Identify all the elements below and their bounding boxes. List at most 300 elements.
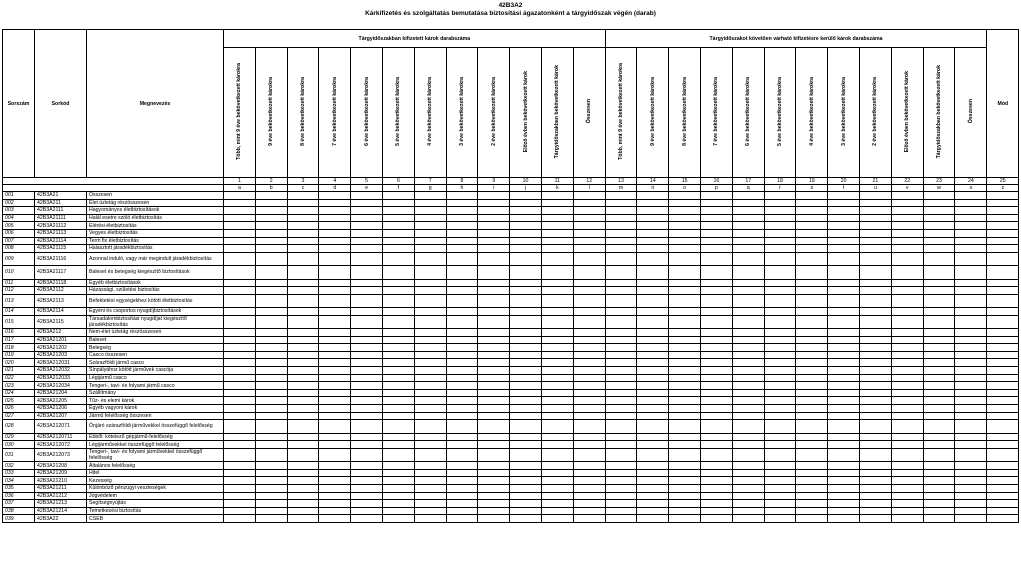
data-cell[interactable] — [701, 344, 733, 352]
data-cell[interactable] — [955, 229, 987, 237]
data-cell[interactable] — [319, 344, 351, 352]
data-cell[interactable] — [701, 245, 733, 253]
data-cell[interactable] — [351, 336, 383, 344]
data-cell[interactable] — [860, 515, 892, 523]
data-cell[interactable] — [510, 477, 542, 485]
data-cell[interactable] — [573, 308, 605, 316]
data-cell[interactable] — [669, 245, 701, 253]
data-cell[interactable] — [764, 469, 796, 477]
data-cell[interactable] — [605, 252, 637, 265]
data-cell[interactable] — [637, 229, 669, 237]
data-cell[interactable] — [382, 374, 414, 382]
data-cell[interactable] — [605, 214, 637, 222]
data-cell[interactable] — [287, 420, 319, 433]
data-cell[interactable] — [669, 507, 701, 515]
data-cell[interactable] — [287, 500, 319, 508]
data-cell[interactable] — [541, 397, 573, 405]
data-cell[interactable] — [637, 336, 669, 344]
data-cell[interactable] — [605, 433, 637, 441]
data-cell[interactable] — [923, 367, 955, 375]
data-cell[interactable] — [764, 245, 796, 253]
data-cell[interactable] — [446, 214, 478, 222]
data-cell[interactable] — [796, 308, 828, 316]
data-cell[interactable] — [701, 315, 733, 328]
data-cell[interactable] — [923, 199, 955, 207]
data-cell[interactable] — [828, 448, 860, 461]
data-cell[interactable] — [605, 469, 637, 477]
data-cell[interactable] — [923, 389, 955, 397]
data-cell[interactable] — [764, 266, 796, 279]
data-cell[interactable] — [255, 420, 287, 433]
data-cell[interactable] — [255, 462, 287, 470]
data-cell[interactable] — [637, 329, 669, 337]
data-cell[interactable] — [414, 405, 446, 413]
data-cell[interactable] — [796, 485, 828, 493]
data-cell[interactable] — [605, 294, 637, 307]
data-cell[interactable] — [510, 412, 542, 420]
data-cell[interactable] — [860, 448, 892, 461]
data-cell[interactable] — [510, 397, 542, 405]
data-cell[interactable] — [414, 199, 446, 207]
data-cell[interactable] — [382, 351, 414, 359]
data-cell[interactable] — [923, 492, 955, 500]
data-cell[interactable] — [891, 237, 923, 245]
data-cell[interactable] — [478, 367, 510, 375]
data-cell[interactable] — [287, 492, 319, 500]
data-cell[interactable] — [446, 192, 478, 200]
data-cell[interactable] — [414, 266, 446, 279]
data-cell[interactable] — [573, 266, 605, 279]
data-cell[interactable] — [319, 420, 351, 433]
data-cell[interactable] — [955, 515, 987, 523]
data-cell[interactable] — [637, 405, 669, 413]
data-cell[interactable] — [255, 441, 287, 449]
data-cell[interactable] — [510, 389, 542, 397]
data-cell[interactable] — [446, 329, 478, 337]
data-cell[interactable] — [605, 199, 637, 207]
data-cell[interactable] — [605, 351, 637, 359]
data-cell[interactable] — [287, 222, 319, 230]
data-cell[interactable] — [987, 329, 1019, 337]
data-cell[interactable] — [828, 515, 860, 523]
data-cell[interactable] — [382, 382, 414, 390]
data-cell[interactable] — [224, 359, 256, 367]
data-cell[interactable] — [541, 382, 573, 390]
data-cell[interactable] — [891, 389, 923, 397]
data-cell[interactable] — [541, 229, 573, 237]
data-cell[interactable] — [732, 315, 764, 328]
data-cell[interactable] — [828, 492, 860, 500]
data-cell[interactable] — [796, 222, 828, 230]
data-cell[interactable] — [541, 214, 573, 222]
data-cell[interactable] — [224, 287, 256, 295]
data-cell[interactable] — [255, 507, 287, 515]
data-cell[interactable] — [987, 279, 1019, 287]
data-cell[interactable] — [541, 448, 573, 461]
data-cell[interactable] — [541, 412, 573, 420]
data-cell[interactable] — [510, 448, 542, 461]
data-cell[interactable] — [828, 344, 860, 352]
data-cell[interactable] — [414, 192, 446, 200]
data-cell[interactable] — [510, 207, 542, 215]
data-cell[interactable] — [637, 245, 669, 253]
data-cell[interactable] — [478, 315, 510, 328]
data-cell[interactable] — [637, 420, 669, 433]
data-cell[interactable] — [319, 287, 351, 295]
data-cell[interactable] — [414, 315, 446, 328]
data-cell[interactable] — [732, 469, 764, 477]
data-cell[interactable] — [605, 359, 637, 367]
data-cell[interactable] — [955, 462, 987, 470]
data-cell[interactable] — [701, 374, 733, 382]
data-cell[interactable] — [319, 389, 351, 397]
data-cell[interactable] — [478, 507, 510, 515]
data-cell[interactable] — [764, 207, 796, 215]
data-cell[interactable] — [923, 192, 955, 200]
data-cell[interactable] — [351, 359, 383, 367]
data-cell[interactable] — [701, 448, 733, 461]
data-cell[interactable] — [891, 329, 923, 337]
data-cell[interactable] — [382, 207, 414, 215]
data-cell[interactable] — [510, 367, 542, 375]
data-cell[interactable] — [446, 389, 478, 397]
data-cell[interactable] — [764, 433, 796, 441]
data-cell[interactable] — [955, 374, 987, 382]
data-cell[interactable] — [382, 214, 414, 222]
data-cell[interactable] — [637, 507, 669, 515]
data-cell[interactable] — [955, 266, 987, 279]
data-cell[interactable] — [637, 412, 669, 420]
data-cell[interactable] — [732, 329, 764, 337]
data-cell[interactable] — [891, 266, 923, 279]
data-cell[interactable] — [224, 237, 256, 245]
data-cell[interactable] — [987, 500, 1019, 508]
data-cell[interactable] — [541, 192, 573, 200]
data-cell[interactable] — [796, 359, 828, 367]
data-cell[interactable] — [701, 441, 733, 449]
data-cell[interactable] — [828, 507, 860, 515]
data-cell[interactable] — [573, 192, 605, 200]
data-cell[interactable] — [351, 515, 383, 523]
data-cell[interactable] — [605, 279, 637, 287]
data-cell[interactable] — [923, 515, 955, 523]
data-cell[interactable] — [637, 266, 669, 279]
data-cell[interactable] — [478, 222, 510, 230]
data-cell[interactable] — [319, 336, 351, 344]
data-cell[interactable] — [446, 279, 478, 287]
data-cell[interactable] — [955, 207, 987, 215]
data-cell[interactable] — [796, 462, 828, 470]
data-cell[interactable] — [382, 492, 414, 500]
data-cell[interactable] — [860, 462, 892, 470]
data-cell[interactable] — [446, 252, 478, 265]
data-cell[interactable] — [796, 405, 828, 413]
data-cell[interactable] — [319, 214, 351, 222]
data-cell[interactable] — [478, 245, 510, 253]
data-cell[interactable] — [573, 294, 605, 307]
data-cell[interactable] — [255, 485, 287, 493]
data-cell[interactable] — [351, 492, 383, 500]
data-cell[interactable] — [732, 279, 764, 287]
data-cell[interactable] — [573, 412, 605, 420]
data-cell[interactable] — [414, 412, 446, 420]
data-cell[interactable] — [828, 245, 860, 253]
data-cell[interactable] — [605, 420, 637, 433]
data-cell[interactable] — [669, 229, 701, 237]
data-cell[interactable] — [573, 507, 605, 515]
data-cell[interactable] — [764, 294, 796, 307]
data-cell[interactable] — [955, 245, 987, 253]
data-cell[interactable] — [891, 308, 923, 316]
data-cell[interactable] — [701, 462, 733, 470]
data-cell[interactable] — [923, 315, 955, 328]
data-cell[interactable] — [923, 433, 955, 441]
data-cell[interactable] — [828, 397, 860, 405]
data-cell[interactable] — [732, 367, 764, 375]
data-cell[interactable] — [414, 515, 446, 523]
data-cell[interactable] — [478, 229, 510, 237]
data-cell[interactable] — [319, 382, 351, 390]
data-cell[interactable] — [891, 344, 923, 352]
data-cell[interactable] — [860, 344, 892, 352]
data-cell[interactable] — [923, 252, 955, 265]
data-cell[interactable] — [510, 507, 542, 515]
data-cell[interactable] — [446, 412, 478, 420]
data-cell[interactable] — [669, 462, 701, 470]
data-cell[interactable] — [732, 308, 764, 316]
data-cell[interactable] — [382, 389, 414, 397]
data-cell[interactable] — [605, 237, 637, 245]
data-cell[interactable] — [860, 351, 892, 359]
data-cell[interactable] — [669, 279, 701, 287]
data-cell[interactable] — [446, 485, 478, 493]
data-cell[interactable] — [573, 245, 605, 253]
data-cell[interactable] — [732, 229, 764, 237]
data-cell[interactable] — [351, 229, 383, 237]
data-cell[interactable] — [573, 500, 605, 508]
data-cell[interactable] — [637, 397, 669, 405]
data-cell[interactable] — [573, 315, 605, 328]
data-cell[interactable] — [446, 397, 478, 405]
data-cell[interactable] — [255, 433, 287, 441]
data-cell[interactable] — [732, 412, 764, 420]
data-cell[interactable] — [732, 222, 764, 230]
data-cell[interactable] — [828, 359, 860, 367]
data-cell[interactable] — [382, 485, 414, 493]
data-cell[interactable] — [414, 500, 446, 508]
data-cell[interactable] — [287, 207, 319, 215]
data-cell[interactable] — [414, 462, 446, 470]
data-cell[interactable] — [382, 448, 414, 461]
data-cell[interactable] — [319, 397, 351, 405]
data-cell[interactable] — [573, 252, 605, 265]
data-cell[interactable] — [987, 237, 1019, 245]
data-cell[interactable] — [828, 237, 860, 245]
data-cell[interactable] — [351, 199, 383, 207]
data-cell[interactable] — [224, 507, 256, 515]
data-cell[interactable] — [255, 329, 287, 337]
data-cell[interactable] — [510, 199, 542, 207]
data-cell[interactable] — [224, 245, 256, 253]
data-cell[interactable] — [319, 441, 351, 449]
data-cell[interactable] — [382, 252, 414, 265]
data-cell[interactable] — [637, 515, 669, 523]
data-cell[interactable] — [669, 448, 701, 461]
data-cell[interactable] — [732, 294, 764, 307]
data-cell[interactable] — [319, 359, 351, 367]
data-cell[interactable] — [573, 477, 605, 485]
data-cell[interactable] — [541, 485, 573, 493]
data-cell[interactable] — [637, 448, 669, 461]
data-cell[interactable] — [319, 492, 351, 500]
data-cell[interactable] — [224, 279, 256, 287]
data-cell[interactable] — [764, 214, 796, 222]
data-cell[interactable] — [891, 359, 923, 367]
data-cell[interactable] — [255, 412, 287, 420]
data-cell[interactable] — [573, 492, 605, 500]
data-cell[interactable] — [510, 214, 542, 222]
data-cell[interactable] — [446, 382, 478, 390]
data-cell[interactable] — [860, 214, 892, 222]
data-cell[interactable] — [255, 397, 287, 405]
data-cell[interactable] — [669, 237, 701, 245]
data-cell[interactable] — [605, 287, 637, 295]
data-cell[interactable] — [732, 374, 764, 382]
data-cell[interactable] — [319, 500, 351, 508]
data-cell[interactable] — [351, 462, 383, 470]
data-cell[interactable] — [446, 477, 478, 485]
data-cell[interactable] — [573, 287, 605, 295]
data-cell[interactable] — [510, 433, 542, 441]
data-cell[interactable] — [796, 412, 828, 420]
data-cell[interactable] — [955, 389, 987, 397]
data-cell[interactable] — [796, 367, 828, 375]
data-cell[interactable] — [732, 359, 764, 367]
data-cell[interactable] — [764, 367, 796, 375]
data-cell[interactable] — [923, 420, 955, 433]
data-cell[interactable] — [478, 469, 510, 477]
data-cell[interactable] — [478, 420, 510, 433]
data-cell[interactable] — [414, 389, 446, 397]
data-cell[interactable] — [319, 315, 351, 328]
data-cell[interactable] — [955, 507, 987, 515]
data-cell[interactable] — [573, 367, 605, 375]
data-cell[interactable] — [414, 279, 446, 287]
data-cell[interactable] — [796, 469, 828, 477]
data-cell[interactable] — [955, 252, 987, 265]
data-cell[interactable] — [382, 500, 414, 508]
data-cell[interactable] — [701, 412, 733, 420]
data-cell[interactable] — [732, 252, 764, 265]
data-cell[interactable] — [541, 199, 573, 207]
data-cell[interactable] — [923, 477, 955, 485]
data-cell[interactable] — [319, 405, 351, 413]
data-cell[interactable] — [224, 207, 256, 215]
data-cell[interactable] — [287, 412, 319, 420]
data-cell[interactable] — [382, 420, 414, 433]
data-cell[interactable] — [255, 199, 287, 207]
data-cell[interactable] — [224, 382, 256, 390]
data-cell[interactable] — [796, 279, 828, 287]
data-cell[interactable] — [224, 448, 256, 461]
data-cell[interactable] — [414, 329, 446, 337]
data-cell[interactable] — [669, 485, 701, 493]
data-cell[interactable] — [955, 359, 987, 367]
data-cell[interactable] — [446, 374, 478, 382]
data-cell[interactable] — [414, 507, 446, 515]
data-cell[interactable] — [414, 441, 446, 449]
data-cell[interactable] — [382, 279, 414, 287]
data-cell[interactable] — [955, 329, 987, 337]
data-cell[interactable] — [669, 336, 701, 344]
data-cell[interactable] — [351, 279, 383, 287]
data-cell[interactable] — [478, 397, 510, 405]
data-cell[interactable] — [987, 359, 1019, 367]
data-cell[interactable] — [287, 245, 319, 253]
data-cell[interactable] — [478, 199, 510, 207]
data-cell[interactable] — [287, 359, 319, 367]
data-cell[interactable] — [287, 441, 319, 449]
data-cell[interactable] — [987, 477, 1019, 485]
data-cell[interactable] — [669, 192, 701, 200]
data-cell[interactable] — [255, 351, 287, 359]
data-cell[interactable] — [987, 336, 1019, 344]
data-cell[interactable] — [637, 308, 669, 316]
data-cell[interactable] — [701, 192, 733, 200]
data-cell[interactable] — [510, 382, 542, 390]
data-cell[interactable] — [828, 477, 860, 485]
data-cell[interactable] — [923, 294, 955, 307]
data-cell[interactable] — [891, 294, 923, 307]
data-cell[interactable] — [828, 382, 860, 390]
data-cell[interactable] — [796, 229, 828, 237]
data-cell[interactable] — [732, 336, 764, 344]
data-cell[interactable] — [351, 214, 383, 222]
data-cell[interactable] — [764, 192, 796, 200]
data-cell[interactable] — [319, 329, 351, 337]
data-cell[interactable] — [891, 367, 923, 375]
data-cell[interactable] — [541, 266, 573, 279]
data-cell[interactable] — [510, 329, 542, 337]
data-cell[interactable] — [923, 405, 955, 413]
data-cell[interactable] — [701, 389, 733, 397]
data-cell[interactable] — [701, 492, 733, 500]
data-cell[interactable] — [351, 374, 383, 382]
data-cell[interactable] — [669, 315, 701, 328]
data-cell[interactable] — [382, 315, 414, 328]
data-cell[interactable] — [414, 336, 446, 344]
data-cell[interactable] — [605, 389, 637, 397]
data-cell[interactable] — [605, 374, 637, 382]
data-cell[interactable] — [351, 367, 383, 375]
data-cell[interactable] — [764, 315, 796, 328]
data-cell[interactable] — [287, 336, 319, 344]
data-cell[interactable] — [732, 405, 764, 413]
data-cell[interactable] — [541, 294, 573, 307]
data-cell[interactable] — [923, 374, 955, 382]
data-cell[interactable] — [224, 469, 256, 477]
data-cell[interactable] — [351, 237, 383, 245]
data-cell[interactable] — [573, 433, 605, 441]
data-cell[interactable] — [573, 397, 605, 405]
data-cell[interactable] — [541, 315, 573, 328]
data-cell[interactable] — [446, 367, 478, 375]
data-cell[interactable] — [923, 441, 955, 449]
data-cell[interactable] — [669, 266, 701, 279]
data-cell[interactable] — [605, 405, 637, 413]
data-cell[interactable] — [955, 420, 987, 433]
data-cell[interactable] — [224, 367, 256, 375]
